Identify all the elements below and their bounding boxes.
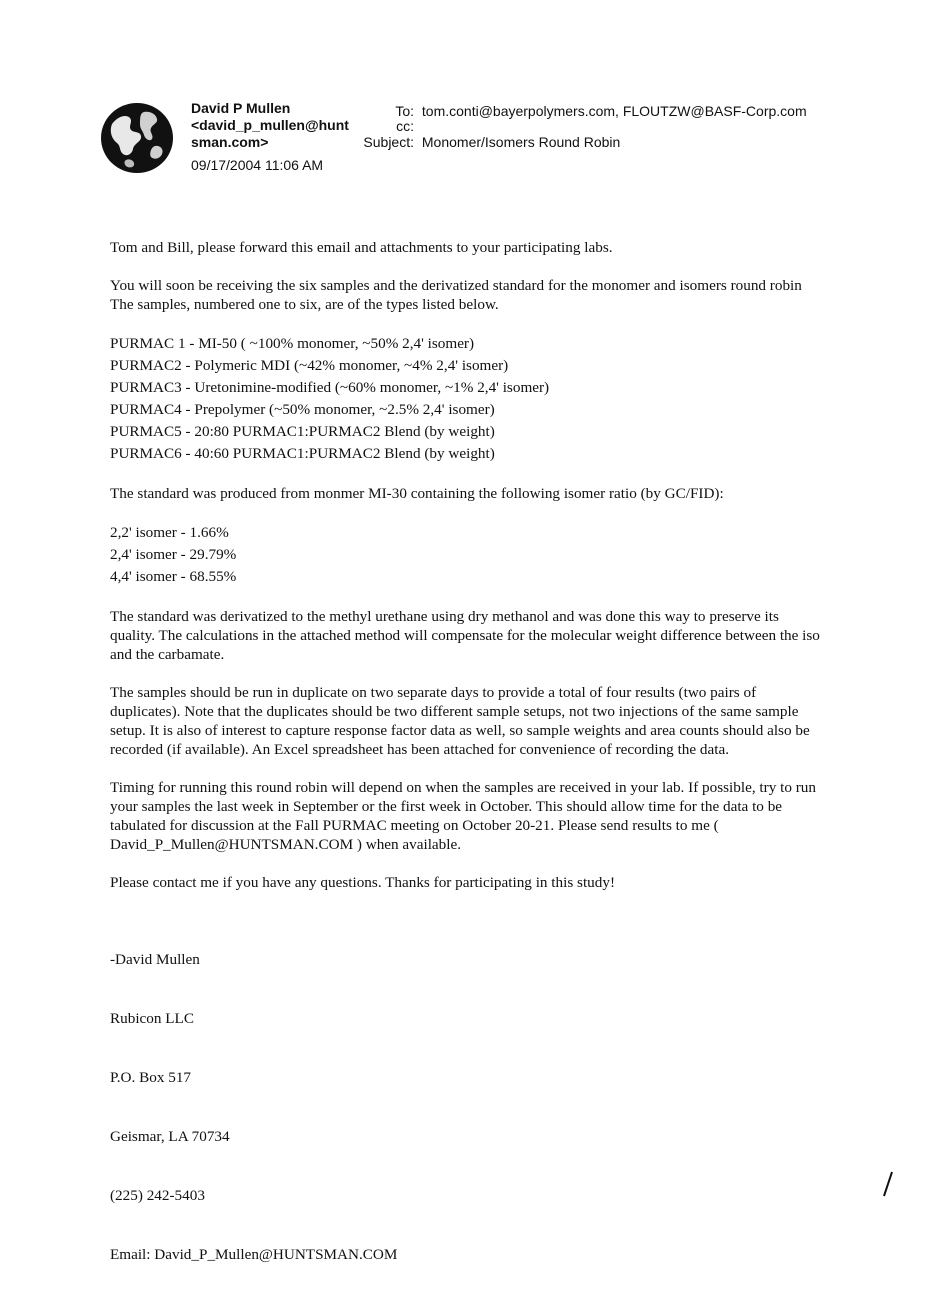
to-row <box>362 103 807 120</box>
list-item: PURMAC5 - 20:80 PURMAC1:PURMAC2 Blend (by weight) <box>110 423 495 440</box>
closing-line: Please contact me if you have any questions. Thanks for participating in this study! <box>110 874 616 891</box>
list-item: 2,2' isomer - 1.66% <box>110 524 229 541</box>
globe-avatar-icon <box>100 102 174 174</box>
paragraph-line: recorded (if available). An Excel spreadsheet has been attached for convenience of recording the data. <box>110 741 730 758</box>
to-label: To: <box>395 103 414 119</box>
list-item: PURMAC2 - Polymeric MDI (~42% monomer, ~4% 2,4' isomer) <box>110 357 509 374</box>
signature-line: P.O. Box 517 <box>110 1069 192 1086</box>
list-item: PURMAC 1 - MI-50 ( ~100% monomer, ~50% 2,4' isomer) <box>110 335 475 352</box>
sender-name: David P Mullen <box>191 100 291 116</box>
sent-date: 09/17/2004 11:06 AM <box>191 157 324 173</box>
paragraph-line: The samples, numbered one to six, are of the types listed below. <box>110 296 499 313</box>
signature-block <box>110 911 850 1303</box>
samples-intro <box>110 276 850 314</box>
sender-block <box>191 100 349 174</box>
intro-line: Tom and Bill, please forward this email and attachments to your participating labs. <box>110 239 613 256</box>
paragraph-line: The standard was derivatized to the methyl urethane using dry methanol and was done this way to preserve its <box>110 608 779 625</box>
list-item: PURMAC3 - Uretonimine-modified (~60% monomer, ~1% 2,4' isomer) <box>110 379 550 396</box>
list-item: PURMAC6 - 40:60 PURMAC1:PURMAC2 Blend (by weight) <box>110 445 495 462</box>
sample-list <box>110 333 850 465</box>
sender-email: <david_p_mullen@hunt sman.com> <box>191 117 349 150</box>
cc-label: cc: <box>396 118 414 134</box>
signature-line: Email: David_P_Mullen@HUNTSMAN.COM <box>110 1246 398 1263</box>
signature-line: -David Mullen <box>110 951 200 968</box>
cc-row <box>362 118 418 135</box>
to-value: tom.conti@bayerpolymers.com, FLOUTZW@BASF-Corp.com <box>421 103 807 119</box>
paragraph-line: and the carbamate. <box>110 646 225 663</box>
signature-line: (225) 242-5403 <box>110 1187 205 1204</box>
timing-paragraph <box>110 778 850 854</box>
paragraph-line: quality. The calculations in the attached method will compensate for the molecular weight difference between the iso <box>110 627 820 644</box>
derivatized-paragraph <box>110 607 850 664</box>
subject-value: Monomer/Isomers Round Robin <box>421 134 621 150</box>
paragraph-line: You will soon be receiving the six samples and the derivatized standard for the monomer and isomers round robin <box>110 277 802 294</box>
subject-label: Subject: <box>363 134 414 150</box>
duplicates-paragraph <box>110 683 850 759</box>
subject-row <box>362 134 620 151</box>
paragraph-line: The samples should be run in duplicate on two separate days to provide a total of four results (two pairs of <box>110 684 757 701</box>
standard-intro: The standard was produced from monmer MI-30 containing the following isomer ratio (by GC/FID): <box>110 485 724 502</box>
list-item: PURMAC4 - Prepolymer (~50% monomer, ~2.5% 2,4' isomer) <box>110 401 495 418</box>
isomer-list <box>110 522 850 588</box>
paragraph-line: setup. It is also of interest to capture response factor data as well, so sample weights and area counts should also be <box>110 722 810 739</box>
pen-stroke-mark <box>880 1170 896 1198</box>
signature-line: Rubicon LLC <box>110 1010 194 1027</box>
list-item: 2,4' isomer - 29.79% <box>110 546 237 563</box>
paragraph-line: your samples the last week in September or the first week in October. This should allow time for the data to be <box>110 798 783 815</box>
paragraph-line: David_P_Mullen@HUNTSMAN.COM ) when available. <box>110 836 462 853</box>
list-item: 4,4' isomer - 68.55% <box>110 568 237 585</box>
paragraph-line: tabulated for discussion at the Fall PURMAC meeting on October 20-21. Please send results to me ( <box>110 817 719 834</box>
signature-line: Geismar, LA 70734 <box>110 1128 230 1145</box>
paragraph-line: duplicates). Note that the duplicates should be two different sample setups, not two injections of the same sample <box>110 703 799 720</box>
email-body <box>110 238 850 1303</box>
paragraph-line: Timing for running this round robin will depend on when the samples are received in your lab. If possible, try to run <box>110 779 816 796</box>
